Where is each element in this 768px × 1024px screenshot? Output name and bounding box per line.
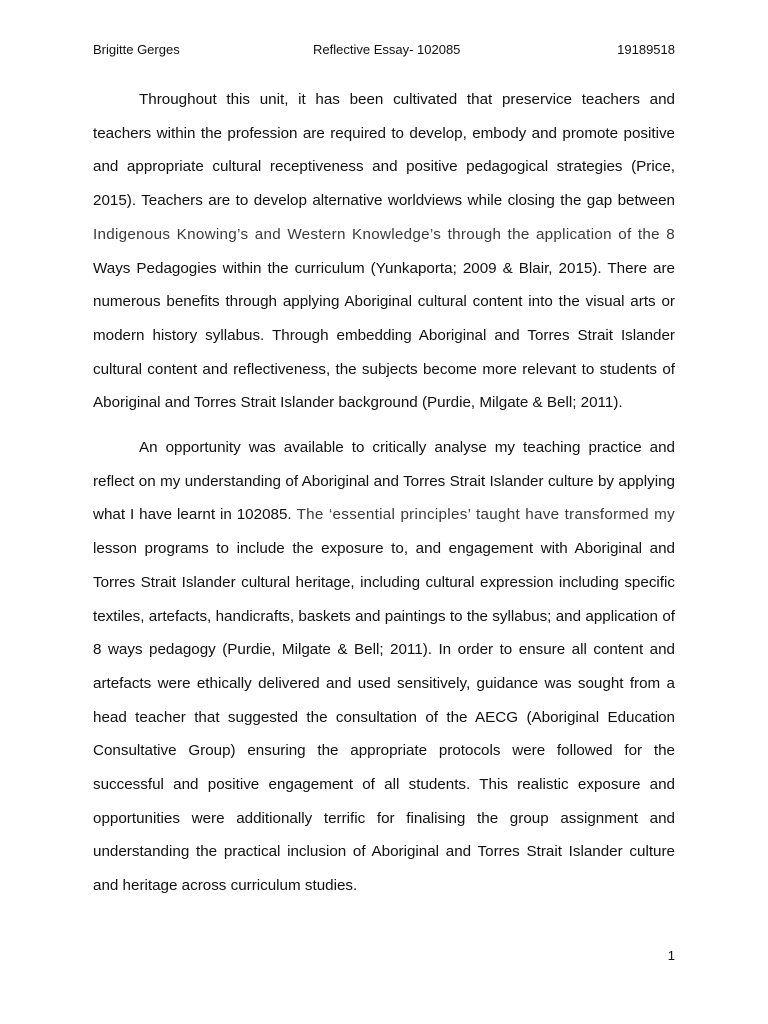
paragraph-1-text-c: Ways Pedagogies within the curriculum (Yunkaporta; 2009 & Blair, 2015). There are numerous benefits through applying Aboriginal cultural content into the visual arts or modern history syllabus. Through embedding Aboriginal and Torres Strait Islander cultural content and reflectiveness, the subjects become more relevant to students of Aboriginal and Torres Strait Islander background (Purdie, Milgate & Bell; 2011). (93, 259, 675, 412)
header-student-id: 19189518 (617, 42, 675, 57)
header-author: Brigitte Gerges (93, 42, 180, 57)
paragraph-1 (93, 83, 675, 420)
paragraph-2-text-b: The ‘essential principles’ taught have transformed my (296, 506, 675, 524)
page-header (93, 42, 675, 62)
paragraph-2-text-a: An opportunity was available to critically analyse my teaching practice and reflect on my understanding of Aboriginal and Torres Strait Islander culture by applying what I have learnt in 102085. (93, 439, 675, 524)
paragraph-2 (93, 431, 675, 903)
paragraph-1-text-a: Throughout this unit, it has been cultivated that preservice teachers and teachers within the profession are required to develop, embody and promote positive and appropriate cultural receptiveness and positive pedagogical strategies (Price, 2015). Teachers are to develop alternative worldviews while closing the gap between (93, 91, 675, 210)
page-number: 1 (667, 948, 675, 963)
header-title: Reflective Essay- 102085 (313, 42, 461, 57)
essay-body (93, 83, 675, 903)
paragraph-2-text-c: lesson programs to include the exposure to, and engagement with Aboriginal and Torres Strait Islander cultural heritage, including cultural expression including specific textiles, artefacts, handicrafts, baskets and paintings to the syllabus; and application of 8 ways pedagogy (Purdie, Milgate & Bell; 2011). In order to ensure all content and artefacts were ethically delivered and used sensitively, guidance was sought from a head teacher that suggested the consultation of the AECG (Aboriginal Education Consultative Group) ensuring the appropriate protocols were followed for the successful and positive engagement of all students. This realistic exposure and opportunities were additionally terrific for finalising the group assignment and understanding the practical inclusion of Aboriginal and Torres Strait Islander culture and heritage across curriculum studies. (93, 540, 675, 895)
paragraph-1-text-b: Indigenous Knowing’s and Western Knowledge’s through the application of the 8 (93, 225, 675, 243)
